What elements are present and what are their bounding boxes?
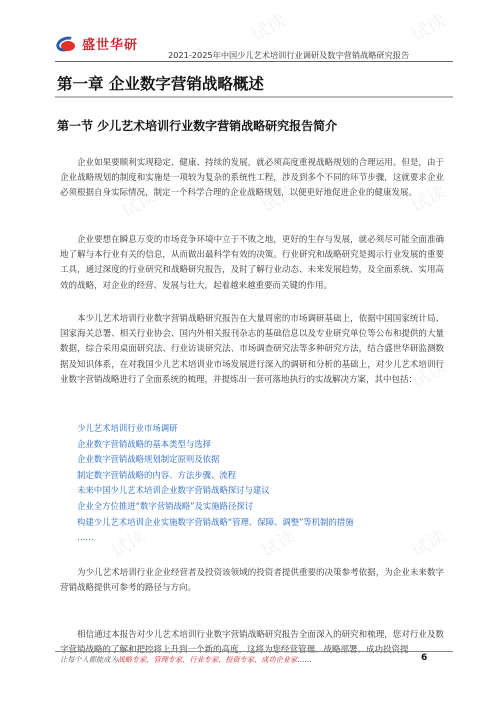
logo [56, 34, 138, 53]
toc-link[interactable]: 少儿艺术培训行业市场调研 [77, 423, 178, 433]
report-title: 2021-2025年中国少儿艺术培训行业调研及数字营销战略研究报告 [168, 50, 410, 60]
paragraph: 企业要想在瞬息万变的市场竞争环境中立于不败之地，更好的生存与发展，就必须尽可能全面准确地了解与本行业有关的信息，从而做出最科学有效的决策。行业研究和战略研究是揭示行业发展的重要工具，通过深度的行业研究和战略研究报告，及时了解行业动态、未来发展趋势，及全面系统、实用高效的战略，对企业的经营、发展与壮大，起着越来越重要而关键的作用。 [60, 235, 444, 291]
toc-link[interactable]: 未来中国少儿艺术培训企业数字营销战略探讨与建议 [77, 485, 270, 496]
chapter-divider [55, 96, 453, 98]
chapter-title: 第一章 企业数字营销战略概述 [57, 75, 264, 93]
header-divider [55, 61, 453, 62]
watermark: 试读 [257, 181, 300, 218]
footer-suffix: …… [297, 655, 312, 664]
page-header [0, 0, 499, 62]
paragraph: 企业如果要顺利实现稳定、健康、持续的发展，就必须高度重视战略规划的合理运用。但是，由于企业战略规划的制度和实施是一项较为复杂的系统性工程，涉及到多个不同的环节步骤，这就要求企业必须根据自身实际情况，制定一个科学合理的企业战略规划，以便更好地促进企业的健康发展。 [60, 158, 444, 199]
toc-link[interactable]: 企业数字营销战略规划制定原则及依据 [77, 454, 220, 465]
watermark: 试读 [117, 186, 160, 223]
watermark: 试读 [407, 526, 450, 563]
paragraph: 为少儿艺术培训行业企业经营者及投资该领域的投资者提供重要的决策参考依据，为企业未来数字营销战略提供可参考的路径与方向。 [60, 568, 444, 594]
toc-link[interactable]: 制定数字营销战略的内容、方法步骤、流程 [77, 469, 237, 480]
footer-highlight: 战略专家、管理专家、行业专家、投资专家、成功企业家 [117, 655, 298, 664]
toc-link[interactable]: 企业数字营销战略的基本类型与选择 [77, 438, 211, 449]
page-number: 6 [421, 653, 428, 663]
watermark: 试读 [107, 526, 150, 563]
watermark: 试读 [257, 526, 300, 563]
paragraph: 本少儿艺术培训行业数字营销战略研究报告在大量周密的市场调研基础上，依据中国国家统计局、国家海关总署、相关行业协会、国内外相关报刊杂志的基础信息以及专业研究单位等公布和提供的大量数据，综合采用桌面研究法、行业访谈研究法、市场调查研究法等多种研究方法，结合盛世华研监测数据及知识体系，在对我国少儿艺术培训业市场发展进行深入的调研和分析的基础上，对少儿艺术培训行业数字营销战略进行了全面系统的梳理，并提炼出一套可落地执行的实战解决方案，其中包括： [60, 314, 444, 385]
toc-ellipsis: …… [77, 532, 94, 543]
watermark: 试读 [407, 356, 450, 393]
section-title: 第一节 少儿艺术培训行业数字营销战略研究报告简介 [57, 119, 338, 133]
footer-prefix: 让每个人都能成为 [60, 655, 118, 664]
watermark: 试读 [407, 181, 450, 218]
watermark: 试读 [257, 356, 300, 393]
paragraph: 相信通过本报告对少儿艺术培训行业数字营销战略研究报告全面深入的研究和梳理，您对行业及数 [77, 630, 444, 640]
footer-divider [55, 651, 453, 652]
toc-list [77, 421, 437, 546]
watermark: 试读 [407, 10, 450, 47]
logo-text: 盛世华研 [82, 38, 139, 53]
footer-slogan [60, 655, 312, 665]
logo-icon [56, 35, 78, 53]
watermark: 试读 [107, 356, 150, 393]
watermark: 试读 [247, 10, 290, 47]
toc-link[interactable]: 企业全方位推进“数字营销战略”及实施路径探讨 [77, 500, 254, 511]
toc-link[interactable]: 构建少儿艺术培训企业实施数字营销战略“管理、保障、调整”等机制的措施 [77, 516, 354, 527]
